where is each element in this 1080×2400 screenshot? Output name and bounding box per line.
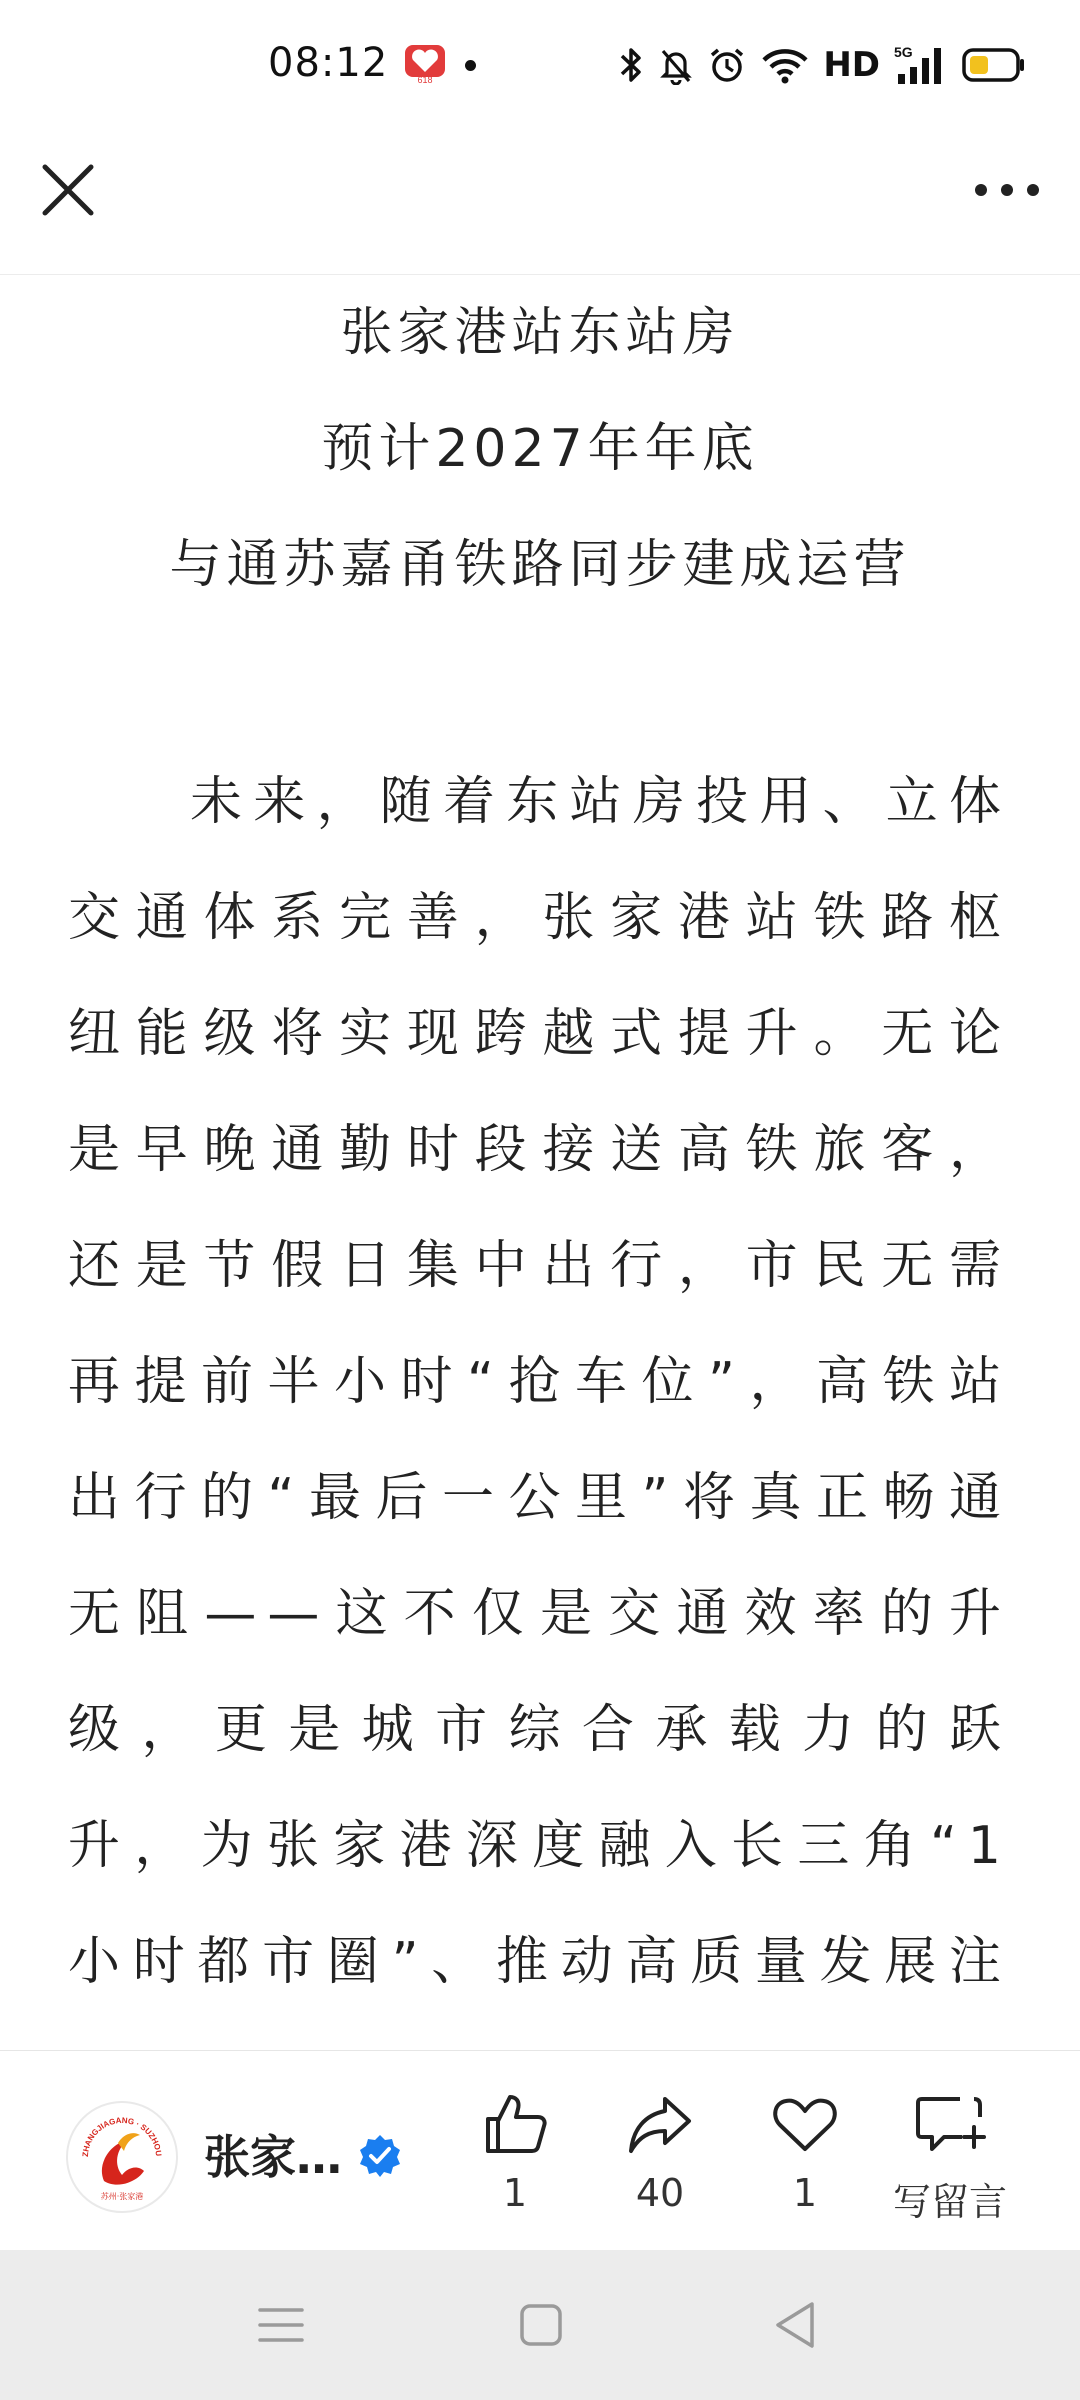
battery-icon (962, 47, 1026, 83)
bottom-action-bar (0, 2050, 1080, 2251)
comment-label: 写留言 (892, 2180, 1007, 2224)
bluetooth-icon (617, 45, 645, 85)
signal-5g-label: 5G (894, 44, 913, 60)
system-navigation-bar (0, 2250, 1080, 2400)
comment-button[interactable] (880, 2089, 1020, 2226)
home-nav-icon[interactable] (516, 2300, 566, 2350)
verified-badge-icon (358, 2133, 402, 2177)
favorite-button[interactable] (745, 2089, 865, 2215)
top-bar (0, 130, 1080, 275)
favorite-count: 1 (792, 2171, 818, 2215)
heart-icon (770, 2089, 840, 2159)
mute-bell-icon (659, 45, 693, 85)
like-count: 1 (502, 2171, 528, 2215)
status-icons (617, 40, 1026, 90)
logo-sub-text: 苏州·张家港 (100, 2192, 144, 2201)
write-comment-icon (912, 2089, 988, 2159)
status-bar (0, 0, 1080, 130)
account-name[interactable]: 张家… (204, 2130, 342, 2184)
article-body-paragraph: 未来，随着东站房投用、立体交通体系完善，张家港站铁路枢纽能级将实现跨越式提升。无论是早晚通勤时段接送高铁旅客，还是节假日集中出行，市民无需再提前半小时“抢车位”，高铁站出行的“最后一公里”将真正畅通无阻——这不仅是交通效率的升级，更是城市综合承载力的跃升，为张家港深度融入长三角“1小时都市圈”、推动高质量发展注 (68, 772, 1012, 1992)
share-count: 40 (635, 2171, 685, 2215)
signal-5g-icon (894, 44, 948, 86)
headline-line-3: 与通苏嘉甬铁路同步建成运营 (169, 535, 911, 595)
account-avatar[interactable] (66, 2101, 178, 2213)
like-button[interactable] (455, 2089, 575, 2215)
thumbs-up-icon (480, 2089, 550, 2159)
alarm-icon (707, 45, 747, 85)
more-options-icon[interactable] (972, 160, 1042, 220)
share-button[interactable] (600, 2089, 720, 2215)
notification-badge-text: 618 (417, 75, 433, 84)
share-icon (625, 2089, 695, 2159)
back-nav-icon[interactable] (770, 2298, 820, 2352)
network-hd-label: HD (823, 45, 880, 85)
wifi-icon (761, 45, 809, 85)
headline-line-2: 预计2027年年底 (321, 419, 759, 479)
notification-618-icon (404, 42, 446, 84)
zhangjiagang-logo-icon (68, 2103, 176, 2211)
logo-arc-text: ZHANGJIAGANG · SUZHOU (80, 2115, 164, 2158)
notification-dot (465, 60, 476, 71)
status-time: 08:12 (268, 40, 389, 86)
menu-nav-icon[interactable] (256, 2302, 306, 2348)
close-icon[interactable] (38, 160, 98, 220)
headline-line-1: 张家港站东站房 (340, 303, 740, 363)
